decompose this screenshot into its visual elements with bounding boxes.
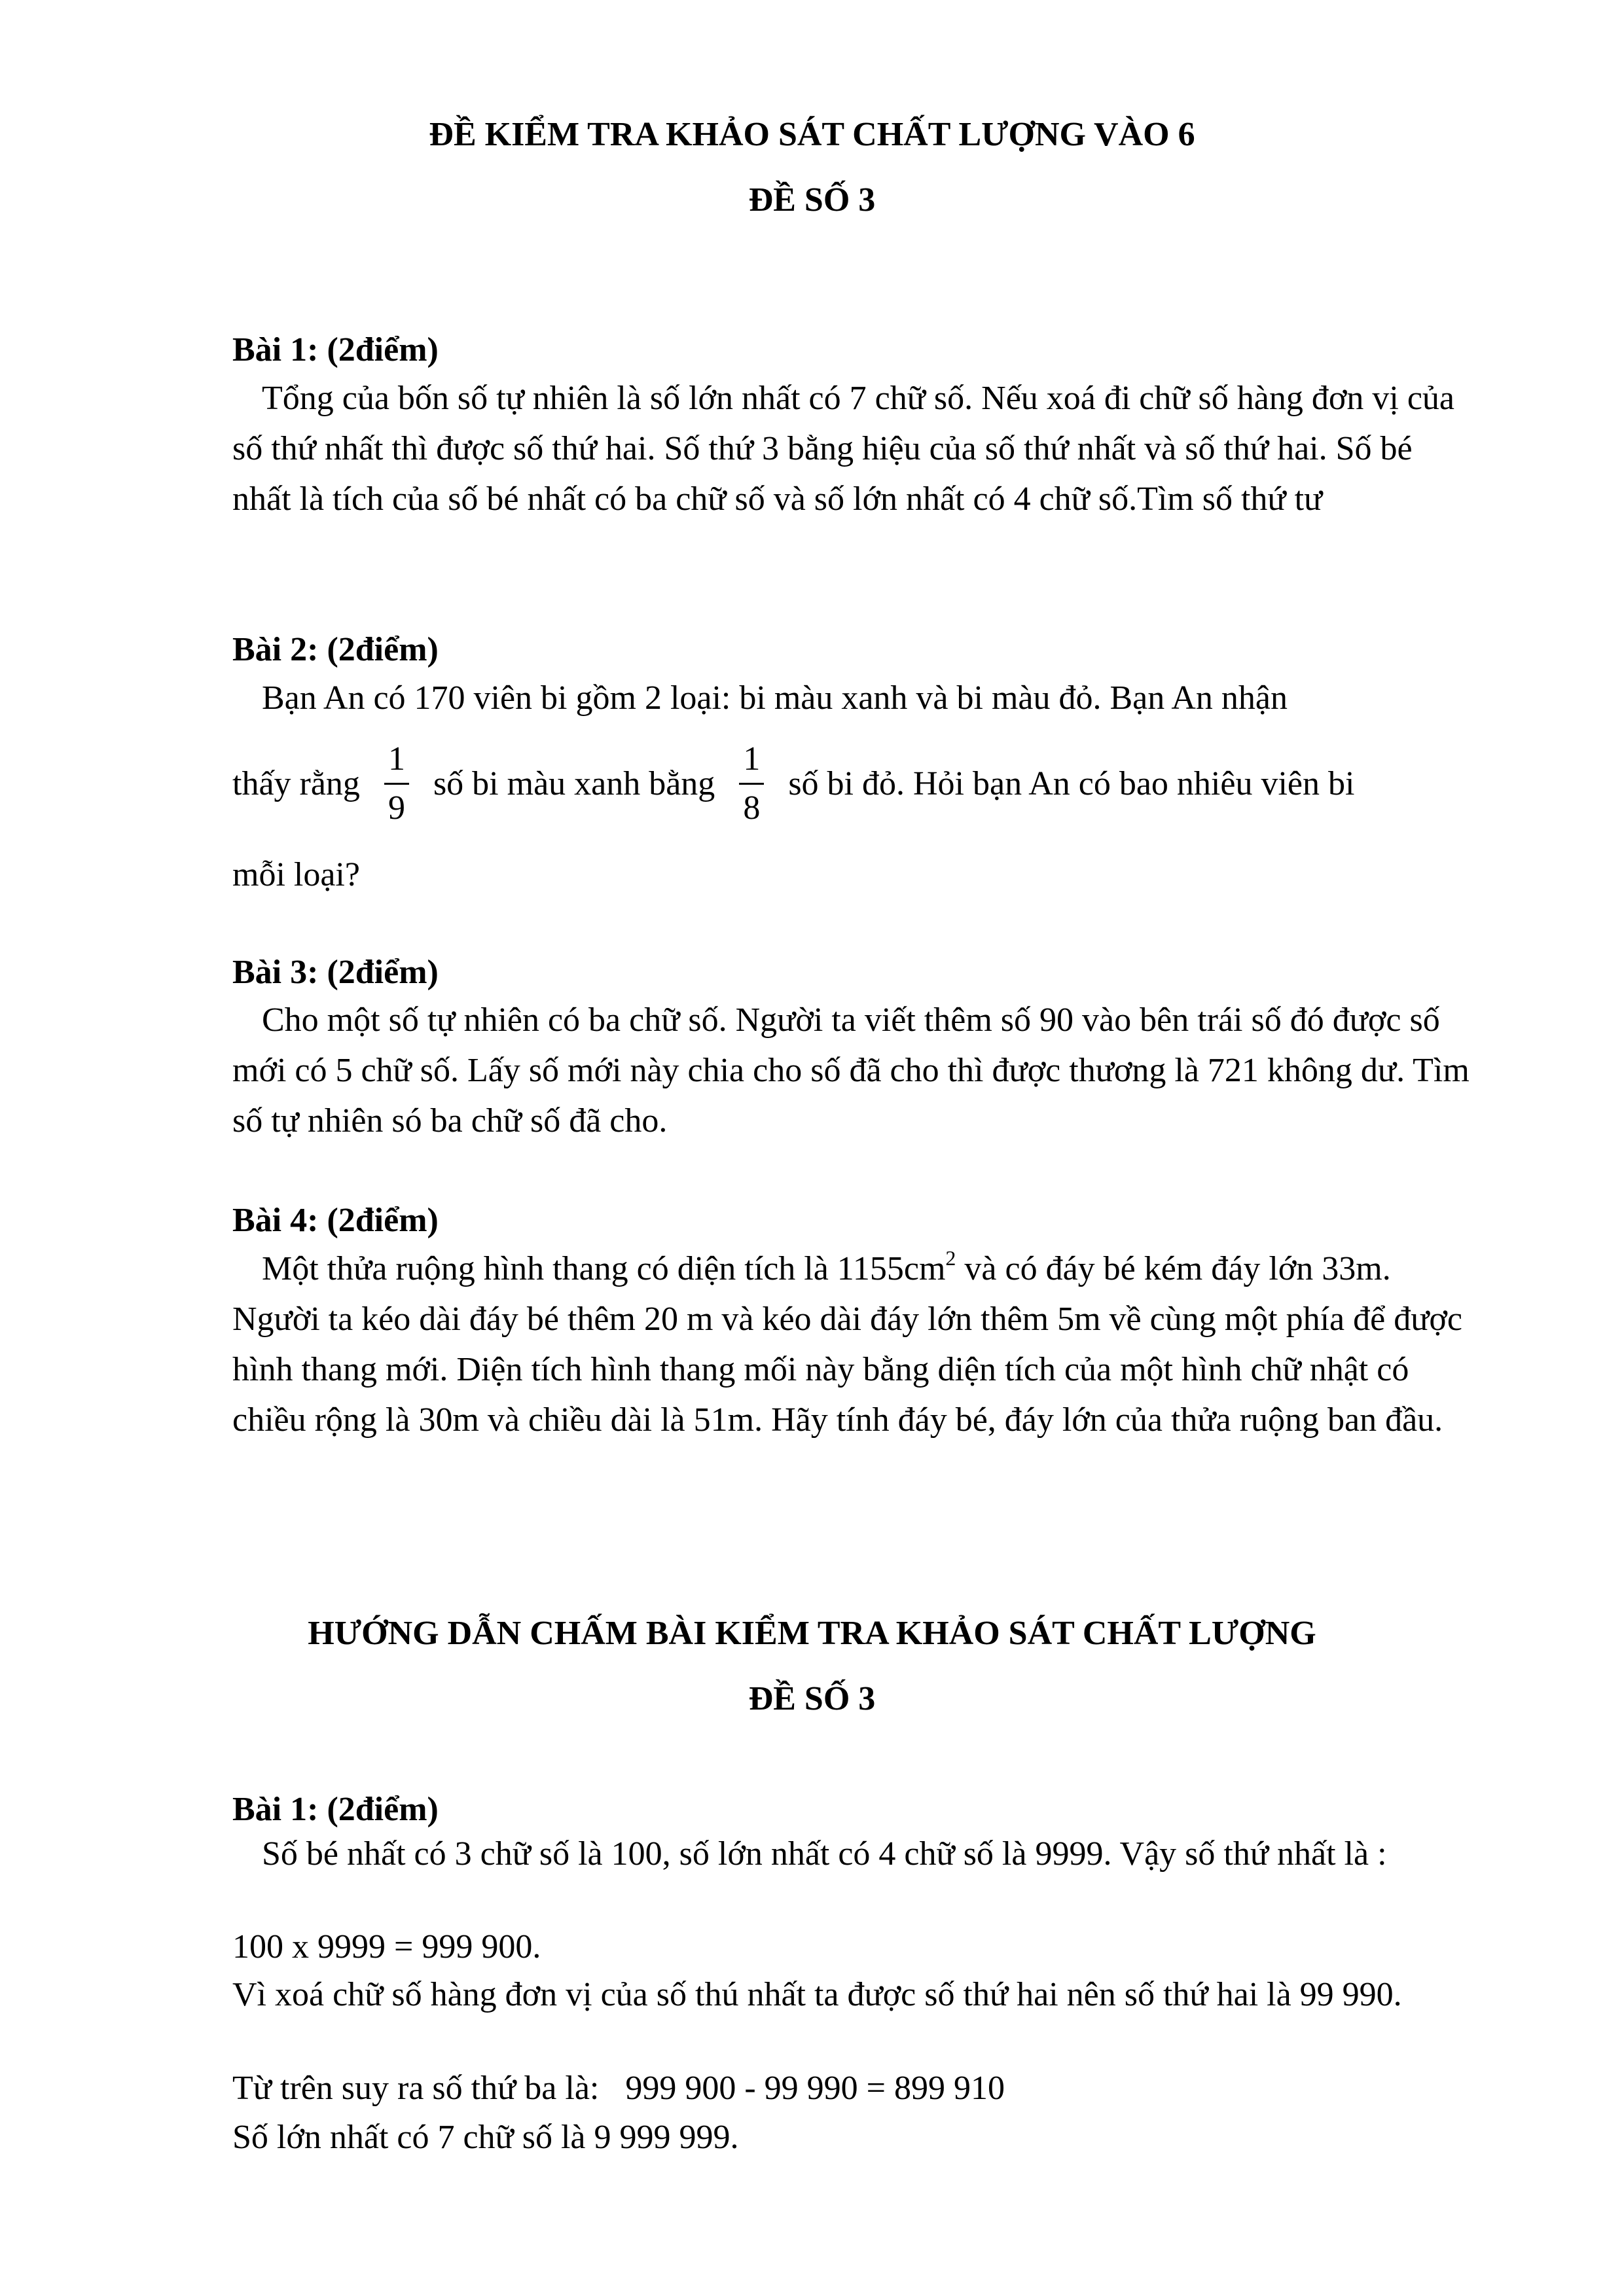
fraction-denominator: 9 [388, 789, 405, 827]
fraction-denominator: 8 [743, 789, 761, 827]
problem-3-heading: Bài 3: (2điểm) [232, 954, 439, 991]
guide-subtitle: ĐỀ SỐ 3 [748, 1680, 876, 1717]
problem-2-text-b: số bi màu xanh bằng [433, 765, 715, 802]
guide-explain: Vì xoá chữ số hàng đơn vị của số thú nhất ta được số thứ hai nên số thứ hai là 99 990. [232, 1976, 1402, 2013]
guide-calc-1: 100 x 9999 = 999 900. [232, 1928, 541, 1965]
fraction-numerator: 1 [388, 740, 405, 778]
problem-4-text-after: và có đáy bé kém đáy lớn 33m. Người ta kéo dài đáy bé thêm 20 m và kéo dài đáy lớn thêm 5m về cùng một phía để được hình thang mới. Diện tích hình thang mối này bằng diện tích của một hình chữ nhật có chiều rộng là 30m và chiều dài là 51m. Hãy tính đáy bé, đáy lớn của thửa ruộng ban đầu. [232, 1250, 1462, 1439]
problem-3-text: Cho một số tự nhiên có ba chữ số. Người ta viết thêm số 90 vào bên trái số đó được số mới có 5 chữ số. Lấy số mới này chia cho số đã cho thì được thương là 721 không dư. Tìm số tự nhiên só ba chữ số đã cho. [232, 1001, 1470, 1139]
problem-1-heading: Bài 1: (2điểm) [232, 331, 439, 368]
guide-third-label: Từ trên suy ra số thứ ba là: [232, 2070, 600, 2107]
guide-heading: Bài 1: (2điểm) [232, 1791, 439, 1828]
guide-third [232, 2069, 1005, 2108]
fraction-one-eighth [739, 740, 764, 828]
guide-third-calc: 999 900 - 99 990 = 899 910 [625, 2070, 1005, 2107]
problem-4-text-before: Một thửa ruộng hình thang có diện tích là 1155cm [262, 1250, 946, 1287]
exam-title: ĐỀ KIỂM TRA KHẢO SÁT CHẤT LƯỢNG VÀO 6 [429, 116, 1195, 153]
problem-2-text-a: thấy rằng [232, 765, 360, 802]
fraction-numerator: 1 [743, 740, 761, 778]
guide-title: HƯỚNG DẪN CHẤM BÀI KIỂM TRA KHẢO SÁT CHẤT LƯỢNG [308, 1615, 1316, 1652]
problem-2-line-3: mỗi loại? [232, 856, 360, 893]
problem-1-text: Tổng của bốn số tự nhiên là số lớn nhất có 7 chữ số. Nếu xoá đi chữ số hàng đơn vị của số thứ nhất thì được số thứ hai. Số thứ 3 bằng hiệu của số thứ nhất và số thứ hai. Số bé nhất là tích của số bé nhất có ba chữ số và số lớn nhất có 4 chữ số.Tìm số thứ tư [232, 380, 1454, 518]
guide-last: Số lớn nhất có 7 chữ số là 9 999 999. [232, 2119, 739, 2156]
problem-2-heading: Bài 2: (2điểm) [232, 631, 439, 668]
problem-2-line-2 [232, 740, 1354, 828]
superscript-2: 2 [945, 1246, 956, 1270]
problem-4-heading: Bài 4: (2điểm) [232, 1202, 439, 1239]
exam-subtitle: ĐỀ SỐ 3 [748, 181, 876, 219]
problem-4-text [232, 1244, 1476, 1445]
fraction-one-ninth [384, 740, 409, 828]
problem-2-text-c: số bi đỏ. Hỏi bạn An có bao nhiêu viên bi [788, 765, 1355, 802]
problem-2-line-1: Bạn An có 170 viên bi gồm 2 loại: bi màu xanh và bi màu đỏ. Bạn An nhận [262, 679, 1288, 717]
guide-intro: Số bé nhất có 3 chữ số là 100, số lớn nhất có 4 chữ số là 9999. Vậy số thứ nhất là : [262, 1835, 1387, 1873]
